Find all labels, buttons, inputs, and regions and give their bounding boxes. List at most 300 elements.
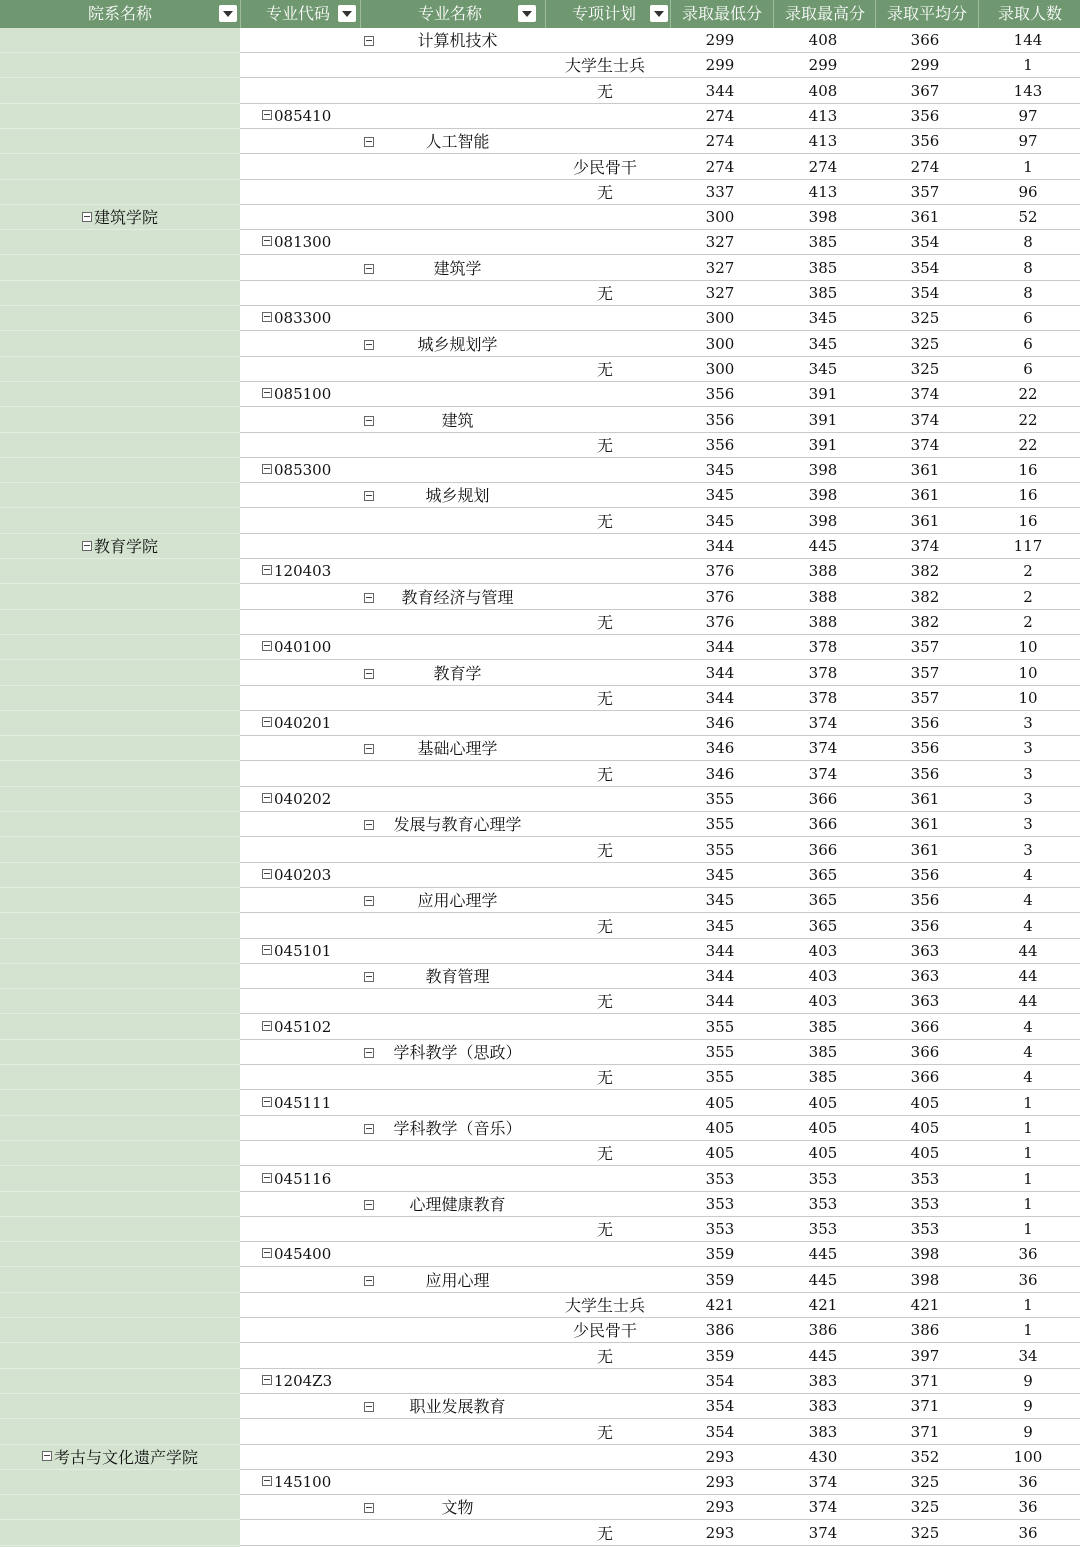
table-row bbox=[0, 1394, 1080, 1419]
count-cell: 4 bbox=[1023, 1017, 1033, 1036]
plan-cell: 无 bbox=[596, 992, 613, 1012]
table-row bbox=[0, 256, 1080, 281]
avg-score-cell: 366 bbox=[910, 1043, 940, 1061]
count-cell: 10 bbox=[1018, 688, 1038, 707]
dept-cell[interactable] bbox=[0, 205, 240, 230]
dept-label: 教育学院 bbox=[93, 537, 158, 556]
code-label: 145100 bbox=[274, 1473, 332, 1492]
count-cell: 1 bbox=[1023, 1296, 1033, 1314]
code-cell[interactable] bbox=[262, 306, 331, 331]
avg-score-cell: 354 bbox=[910, 258, 940, 277]
table-row bbox=[0, 964, 1080, 989]
plan-cell: 无 bbox=[596, 1346, 613, 1366]
max-score-cell: 398 bbox=[808, 461, 838, 480]
table-row bbox=[0, 509, 1080, 534]
avg-score-cell: 354 bbox=[910, 284, 940, 302]
collapse-toggle-icon[interactable] bbox=[262, 1097, 272, 1107]
max-score-cell: 365 bbox=[808, 916, 838, 935]
plan-cell: 无 bbox=[596, 916, 613, 936]
count-cell: 1 bbox=[1023, 157, 1033, 176]
code-cell[interactable] bbox=[262, 104, 331, 129]
avg-score-cell: 353 bbox=[910, 1169, 940, 1188]
header-row bbox=[0, 0, 1080, 28]
filter-dropdown-icon[interactable] bbox=[338, 5, 356, 22]
table-row bbox=[0, 838, 1080, 863]
code-cell[interactable] bbox=[262, 1369, 332, 1394]
code-cell[interactable] bbox=[262, 382, 331, 407]
min-score-cell: 421 bbox=[705, 1296, 735, 1314]
table-row bbox=[0, 230, 1080, 255]
min-score-cell: 376 bbox=[705, 562, 735, 581]
max-score-cell: 408 bbox=[808, 81, 838, 100]
table-row bbox=[0, 1369, 1080, 1394]
table-row bbox=[0, 888, 1080, 913]
name-cell: 教育学 bbox=[433, 663, 482, 683]
max-score-cell: 391 bbox=[808, 435, 838, 454]
min-score-cell: 293 bbox=[705, 1473, 735, 1492]
table-row bbox=[0, 1420, 1080, 1445]
avg-score-cell: 363 bbox=[910, 967, 940, 986]
code-cell[interactable] bbox=[262, 863, 331, 888]
count-cell: 44 bbox=[1018, 967, 1038, 986]
name-cell: 计算机技术 bbox=[417, 31, 498, 50]
name-cell: 教育经济与管理 bbox=[401, 587, 514, 607]
count-cell: 1 bbox=[1023, 1118, 1033, 1137]
count-cell: 1 bbox=[1023, 1093, 1033, 1112]
min-score-cell: 359 bbox=[705, 1270, 735, 1289]
name-cell: 建筑 bbox=[441, 410, 474, 430]
max-score-cell: 374 bbox=[808, 764, 838, 783]
min-score-cell: 405 bbox=[705, 1093, 735, 1112]
avg-score-cell: 357 bbox=[910, 182, 940, 201]
avg-score-cell: 361 bbox=[910, 840, 940, 859]
count-cell: 4 bbox=[1023, 1068, 1033, 1087]
max-score-cell: 385 bbox=[808, 233, 838, 252]
table-row bbox=[0, 1318, 1080, 1343]
plan-cell: 无 bbox=[596, 840, 613, 860]
count-cell: 22 bbox=[1018, 410, 1038, 429]
header-code: 专业代码 bbox=[265, 4, 330, 23]
min-score-cell: 345 bbox=[705, 461, 735, 480]
table-row bbox=[0, 281, 1080, 306]
name-cell: 建筑学 bbox=[433, 258, 482, 278]
plan-cell: 无 bbox=[596, 1523, 613, 1543]
max-score-cell: 445 bbox=[808, 1270, 838, 1289]
table-row bbox=[0, 104, 1080, 129]
max-score-cell: 403 bbox=[808, 992, 838, 1011]
collapse-toggle-icon[interactable] bbox=[262, 1476, 272, 1486]
max-score-cell: 405 bbox=[808, 1093, 838, 1112]
collapse-toggle-icon[interactable] bbox=[262, 236, 272, 246]
min-score-cell: 353 bbox=[705, 1220, 735, 1239]
table-row bbox=[0, 155, 1080, 180]
min-score-cell: 345 bbox=[705, 511, 735, 530]
collapse-toggle-icon[interactable] bbox=[262, 312, 272, 322]
filter-dropdown-icon[interactable] bbox=[219, 5, 237, 22]
min-score-cell: 344 bbox=[705, 967, 735, 986]
avg-score-cell: 361 bbox=[910, 790, 940, 808]
count-cell: 1 bbox=[1023, 1194, 1033, 1213]
max-score-cell: 413 bbox=[808, 182, 838, 201]
table-row bbox=[0, 1141, 1080, 1166]
name-cell: 应用心理 bbox=[425, 1270, 490, 1290]
plan-cell: 无 bbox=[596, 688, 613, 708]
min-score-cell: 300 bbox=[705, 208, 735, 227]
code-cell[interactable] bbox=[262, 1091, 331, 1116]
collapse-toggle-icon[interactable] bbox=[262, 1173, 272, 1183]
name-cell: 心理健康教育 bbox=[409, 1194, 506, 1214]
avg-score-cell: 371 bbox=[910, 1397, 940, 1416]
min-score-cell: 405 bbox=[705, 1118, 735, 1137]
plan-cell: 大学生士兵 bbox=[564, 56, 645, 76]
count-cell: 36 bbox=[1018, 1523, 1038, 1542]
max-score-cell: 445 bbox=[808, 1245, 838, 1264]
max-score-cell: 385 bbox=[808, 284, 838, 302]
min-score-cell: 293 bbox=[705, 1523, 735, 1542]
max-score-cell: 391 bbox=[808, 385, 838, 404]
max-score-cell: 386 bbox=[808, 1321, 838, 1340]
min-score-cell: 359 bbox=[705, 1245, 735, 1264]
collapse-toggle-icon[interactable] bbox=[262, 793, 272, 803]
collapse-toggle-icon[interactable] bbox=[262, 110, 272, 120]
code-label: 040203 bbox=[274, 865, 332, 884]
table-row bbox=[0, 1116, 1080, 1141]
code-label: 045400 bbox=[274, 1245, 332, 1264]
code-cell[interactable] bbox=[262, 559, 331, 584]
max-score-cell: 408 bbox=[808, 31, 838, 49]
table-row bbox=[0, 635, 1080, 660]
max-score-cell: 398 bbox=[808, 208, 838, 227]
name-cell: 基础心理学 bbox=[417, 739, 498, 759]
table-row bbox=[0, 1217, 1080, 1242]
count-cell: 16 bbox=[1018, 486, 1038, 505]
table-row bbox=[0, 939, 1080, 964]
avg-score-cell: 367 bbox=[910, 81, 940, 100]
count-cell: 2 bbox=[1023, 612, 1033, 631]
avg-score-cell: 354 bbox=[910, 233, 940, 252]
avg-score-cell: 274 bbox=[910, 157, 940, 176]
min-score-cell: 344 bbox=[705, 688, 735, 707]
avg-score-cell: 366 bbox=[910, 31, 940, 49]
count-cell: 16 bbox=[1018, 511, 1038, 530]
count-cell: 1 bbox=[1023, 1144, 1033, 1163]
min-score-cell: 355 bbox=[705, 1017, 735, 1036]
min-score-cell: 345 bbox=[705, 865, 735, 884]
max-score-cell: 385 bbox=[808, 1043, 838, 1061]
max-score-cell: 385 bbox=[808, 1017, 838, 1036]
code-cell[interactable] bbox=[262, 230, 331, 255]
max-score-cell: 378 bbox=[808, 663, 838, 682]
code-label: 085300 bbox=[274, 461, 332, 480]
collapse-toggle-icon[interactable] bbox=[262, 388, 272, 398]
min-score-cell: 300 bbox=[705, 309, 735, 328]
min-score-cell: 354 bbox=[705, 1397, 735, 1416]
count-cell: 22 bbox=[1018, 385, 1038, 404]
table-row bbox=[0, 79, 1080, 104]
header-divider bbox=[360, 0, 361, 28]
collapse-toggle-icon[interactable] bbox=[262, 565, 272, 575]
count-cell: 6 bbox=[1023, 359, 1033, 378]
table-row bbox=[0, 736, 1080, 761]
table-row bbox=[0, 1040, 1080, 1065]
max-score-cell: 413 bbox=[808, 132, 838, 151]
max-score-cell: 353 bbox=[808, 1220, 838, 1239]
code-cell[interactable] bbox=[262, 787, 331, 812]
count-cell: 97 bbox=[1018, 106, 1038, 125]
max-score-cell: 378 bbox=[808, 688, 838, 707]
collapse-toggle-icon[interactable] bbox=[262, 945, 272, 955]
avg-score-cell: 374 bbox=[910, 385, 940, 404]
count-cell: 2 bbox=[1023, 562, 1033, 581]
avg-score-cell: 325 bbox=[910, 334, 940, 353]
count-cell: 1 bbox=[1023, 1169, 1033, 1188]
table-row bbox=[0, 1470, 1080, 1495]
max-score-cell: 378 bbox=[808, 638, 838, 657]
name-cell: 职业发展教育 bbox=[409, 1397, 506, 1417]
code-cell[interactable] bbox=[262, 458, 331, 483]
collapse-toggle-icon[interactable] bbox=[262, 1021, 272, 1031]
table-row bbox=[0, 1445, 1080, 1470]
min-score-cell: 345 bbox=[705, 486, 735, 505]
table-row bbox=[0, 1344, 1080, 1369]
max-score-cell: 413 bbox=[808, 106, 838, 125]
min-score-cell: 346 bbox=[705, 764, 735, 783]
code-label: 085410 bbox=[274, 106, 332, 125]
count-cell: 3 bbox=[1023, 764, 1033, 783]
max-score-cell: 398 bbox=[808, 511, 838, 530]
table-row bbox=[0, 1167, 1080, 1192]
avg-score-cell: 356 bbox=[910, 764, 940, 783]
avg-score-cell: 361 bbox=[910, 208, 940, 227]
collapse-toggle-icon[interactable] bbox=[42, 1451, 52, 1461]
count-cell: 10 bbox=[1018, 663, 1038, 682]
count-cell: 3 bbox=[1023, 790, 1033, 808]
table-row bbox=[0, 306, 1080, 331]
count-cell: 44 bbox=[1018, 992, 1038, 1011]
table-row bbox=[0, 989, 1080, 1014]
count-cell: 4 bbox=[1023, 1043, 1033, 1061]
min-score-cell: 354 bbox=[705, 1371, 735, 1390]
header-plan: 专项计划 bbox=[571, 4, 636, 23]
avg-score-cell: 405 bbox=[910, 1144, 940, 1163]
min-score-cell: 405 bbox=[705, 1144, 735, 1163]
avg-score-cell: 374 bbox=[910, 410, 940, 429]
min-score-cell: 293 bbox=[705, 1498, 735, 1517]
avg-score-cell: 363 bbox=[910, 941, 940, 960]
max-score-cell: 383 bbox=[808, 1397, 838, 1416]
table-row bbox=[0, 585, 1080, 610]
min-score-cell: 344 bbox=[705, 537, 735, 555]
max-score-cell: 374 bbox=[808, 714, 838, 733]
plan-cell: 大学生士兵 bbox=[564, 1296, 645, 1315]
dept-label: 建筑学院 bbox=[93, 208, 158, 228]
table-row bbox=[0, 787, 1080, 812]
count-cell: 36 bbox=[1018, 1270, 1038, 1289]
avg-score-cell: 386 bbox=[910, 1321, 940, 1340]
avg-score-cell: 405 bbox=[910, 1118, 940, 1137]
table-row bbox=[0, 534, 1080, 559]
plan-cell: 无 bbox=[596, 81, 613, 101]
header-dept: 院系名称 bbox=[87, 4, 152, 23]
max-score-cell: 403 bbox=[808, 941, 838, 960]
count-cell: 100 bbox=[1013, 1447, 1043, 1466]
min-score-cell: 300 bbox=[705, 359, 735, 378]
min-score-cell: 344 bbox=[705, 638, 735, 657]
code-cell[interactable] bbox=[262, 711, 331, 736]
plan-cell: 无 bbox=[596, 1422, 613, 1442]
collapse-toggle-icon[interactable] bbox=[262, 464, 272, 474]
max-score-cell: 274 bbox=[808, 157, 838, 176]
count-cell: 9 bbox=[1023, 1371, 1033, 1390]
name-cell: 城乡规划学 bbox=[417, 334, 498, 354]
max-score-cell: 365 bbox=[808, 865, 838, 884]
name-cell: 文物 bbox=[441, 1498, 474, 1518]
min-score-cell: 344 bbox=[705, 992, 735, 1011]
table-row bbox=[0, 357, 1080, 382]
collapse-toggle-icon[interactable] bbox=[262, 641, 272, 651]
avg-score-cell: 363 bbox=[910, 992, 940, 1011]
count-cell: 6 bbox=[1023, 309, 1033, 328]
max-score-cell: 445 bbox=[808, 537, 838, 555]
min-score-cell: 327 bbox=[705, 284, 735, 302]
collapse-toggle-icon[interactable] bbox=[262, 717, 272, 727]
min-score-cell: 274 bbox=[705, 106, 735, 125]
code-cell[interactable] bbox=[262, 635, 331, 660]
avg-score-cell: 405 bbox=[910, 1093, 940, 1112]
code-cell[interactable] bbox=[262, 939, 331, 964]
min-score-cell: 344 bbox=[705, 941, 735, 960]
min-score-cell: 300 bbox=[705, 334, 735, 353]
avg-score-cell: 356 bbox=[910, 132, 940, 151]
min-score-cell: 345 bbox=[705, 916, 735, 935]
header-divider bbox=[670, 0, 671, 28]
count-cell: 44 bbox=[1018, 941, 1038, 960]
max-score-cell: 353 bbox=[808, 1169, 838, 1188]
min-score-cell: 346 bbox=[705, 739, 735, 758]
header-divider bbox=[773, 0, 774, 28]
table-row bbox=[0, 1091, 1080, 1116]
min-score-cell: 353 bbox=[705, 1194, 735, 1213]
min-score-cell: 299 bbox=[705, 31, 735, 49]
name-cell: 发展与教育心理学 bbox=[393, 815, 522, 835]
collapse-toggle-icon[interactable] bbox=[82, 541, 92, 551]
max-score-cell: 403 bbox=[808, 967, 838, 986]
plan-cell: 无 bbox=[596, 511, 613, 531]
avg-score-cell: 325 bbox=[910, 1498, 940, 1517]
collapse-toggle-icon[interactable] bbox=[262, 1375, 272, 1385]
avg-score-cell: 382 bbox=[910, 587, 940, 606]
dept-cell[interactable] bbox=[0, 1445, 240, 1470]
count-cell: 96 bbox=[1018, 182, 1038, 201]
collapse-toggle-icon[interactable] bbox=[262, 869, 272, 879]
table-row bbox=[0, 180, 1080, 205]
table-row bbox=[0, 711, 1080, 736]
table-row bbox=[0, 1293, 1080, 1318]
count-cell: 4 bbox=[1023, 916, 1033, 935]
min-score-cell: 356 bbox=[705, 435, 735, 454]
code-cell[interactable] bbox=[262, 1015, 331, 1040]
header-name: 专业名称 bbox=[417, 4, 482, 23]
count-cell: 1 bbox=[1023, 1321, 1033, 1340]
table-row bbox=[0, 863, 1080, 888]
plan-cell: 少民骨干 bbox=[572, 1321, 637, 1341]
name-cell: 人工智能 bbox=[425, 132, 490, 152]
dept-cell[interactable] bbox=[0, 534, 240, 559]
avg-score-cell: 398 bbox=[910, 1245, 940, 1264]
avg-score-cell: 357 bbox=[910, 638, 940, 657]
name-cell: 教育管理 bbox=[425, 967, 490, 987]
filter-dropdown-icon[interactable] bbox=[518, 5, 536, 22]
max-score-cell: 388 bbox=[808, 587, 838, 606]
header-divider bbox=[240, 0, 241, 28]
collapse-toggle-icon[interactable] bbox=[262, 1248, 272, 1258]
min-score-cell: 299 bbox=[705, 56, 735, 75]
count-cell: 3 bbox=[1023, 739, 1033, 758]
min-score-cell: 327 bbox=[705, 233, 735, 252]
max-score-cell: 391 bbox=[808, 410, 838, 429]
table-row bbox=[0, 458, 1080, 483]
max-score-cell: 388 bbox=[808, 562, 838, 581]
avg-score-cell: 371 bbox=[910, 1422, 940, 1441]
plan-cell: 无 bbox=[596, 1220, 613, 1240]
min-score-cell: 346 bbox=[705, 714, 735, 733]
avg-score-cell: 361 bbox=[910, 511, 940, 530]
dept-label: 考古与文化遗产学院 bbox=[53, 1447, 198, 1467]
count-cell: 4 bbox=[1023, 891, 1033, 910]
min-score-cell: 355 bbox=[705, 815, 735, 834]
max-score-cell: 345 bbox=[808, 309, 838, 328]
header-min: 录取最低分 bbox=[681, 4, 762, 23]
max-score-cell: 445 bbox=[808, 1346, 838, 1365]
avg-score-cell: 356 bbox=[910, 106, 940, 125]
code-cell[interactable] bbox=[262, 1470, 331, 1495]
header-divider bbox=[875, 0, 876, 28]
table-row bbox=[0, 1268, 1080, 1293]
avg-score-cell: 361 bbox=[910, 461, 940, 480]
min-score-cell: 355 bbox=[705, 840, 735, 859]
avg-score-cell: 353 bbox=[910, 1194, 940, 1213]
count-cell: 1 bbox=[1023, 56, 1033, 75]
table-row bbox=[0, 53, 1080, 78]
count-cell: 3 bbox=[1023, 815, 1033, 834]
avg-score-cell: 299 bbox=[910, 56, 940, 75]
count-cell: 3 bbox=[1023, 714, 1033, 733]
collapse-toggle-icon[interactable] bbox=[82, 212, 92, 222]
max-score-cell: 430 bbox=[808, 1447, 838, 1466]
count-cell: 144 bbox=[1013, 31, 1043, 49]
code-cell[interactable] bbox=[262, 1167, 331, 1192]
count-cell: 97 bbox=[1018, 132, 1038, 151]
filter-dropdown-icon[interactable] bbox=[650, 5, 668, 22]
max-score-cell: 374 bbox=[808, 1473, 838, 1492]
min-score-cell: 327 bbox=[705, 258, 735, 277]
avg-score-cell: 371 bbox=[910, 1371, 940, 1390]
count-cell: 2 bbox=[1023, 587, 1033, 606]
max-score-cell: 405 bbox=[808, 1118, 838, 1137]
min-score-cell: 345 bbox=[705, 891, 735, 910]
table-row bbox=[0, 433, 1080, 458]
max-score-cell: 366 bbox=[808, 815, 838, 834]
count-cell: 143 bbox=[1013, 81, 1043, 100]
count-cell: 3 bbox=[1023, 840, 1033, 859]
min-score-cell: 359 bbox=[705, 1346, 735, 1365]
code-cell[interactable] bbox=[262, 1242, 331, 1267]
header-divider bbox=[978, 0, 979, 28]
count-cell: 117 bbox=[1013, 537, 1043, 555]
table-row bbox=[0, 914, 1080, 939]
avg-score-cell: 325 bbox=[910, 359, 940, 378]
count-cell: 9 bbox=[1023, 1422, 1033, 1441]
